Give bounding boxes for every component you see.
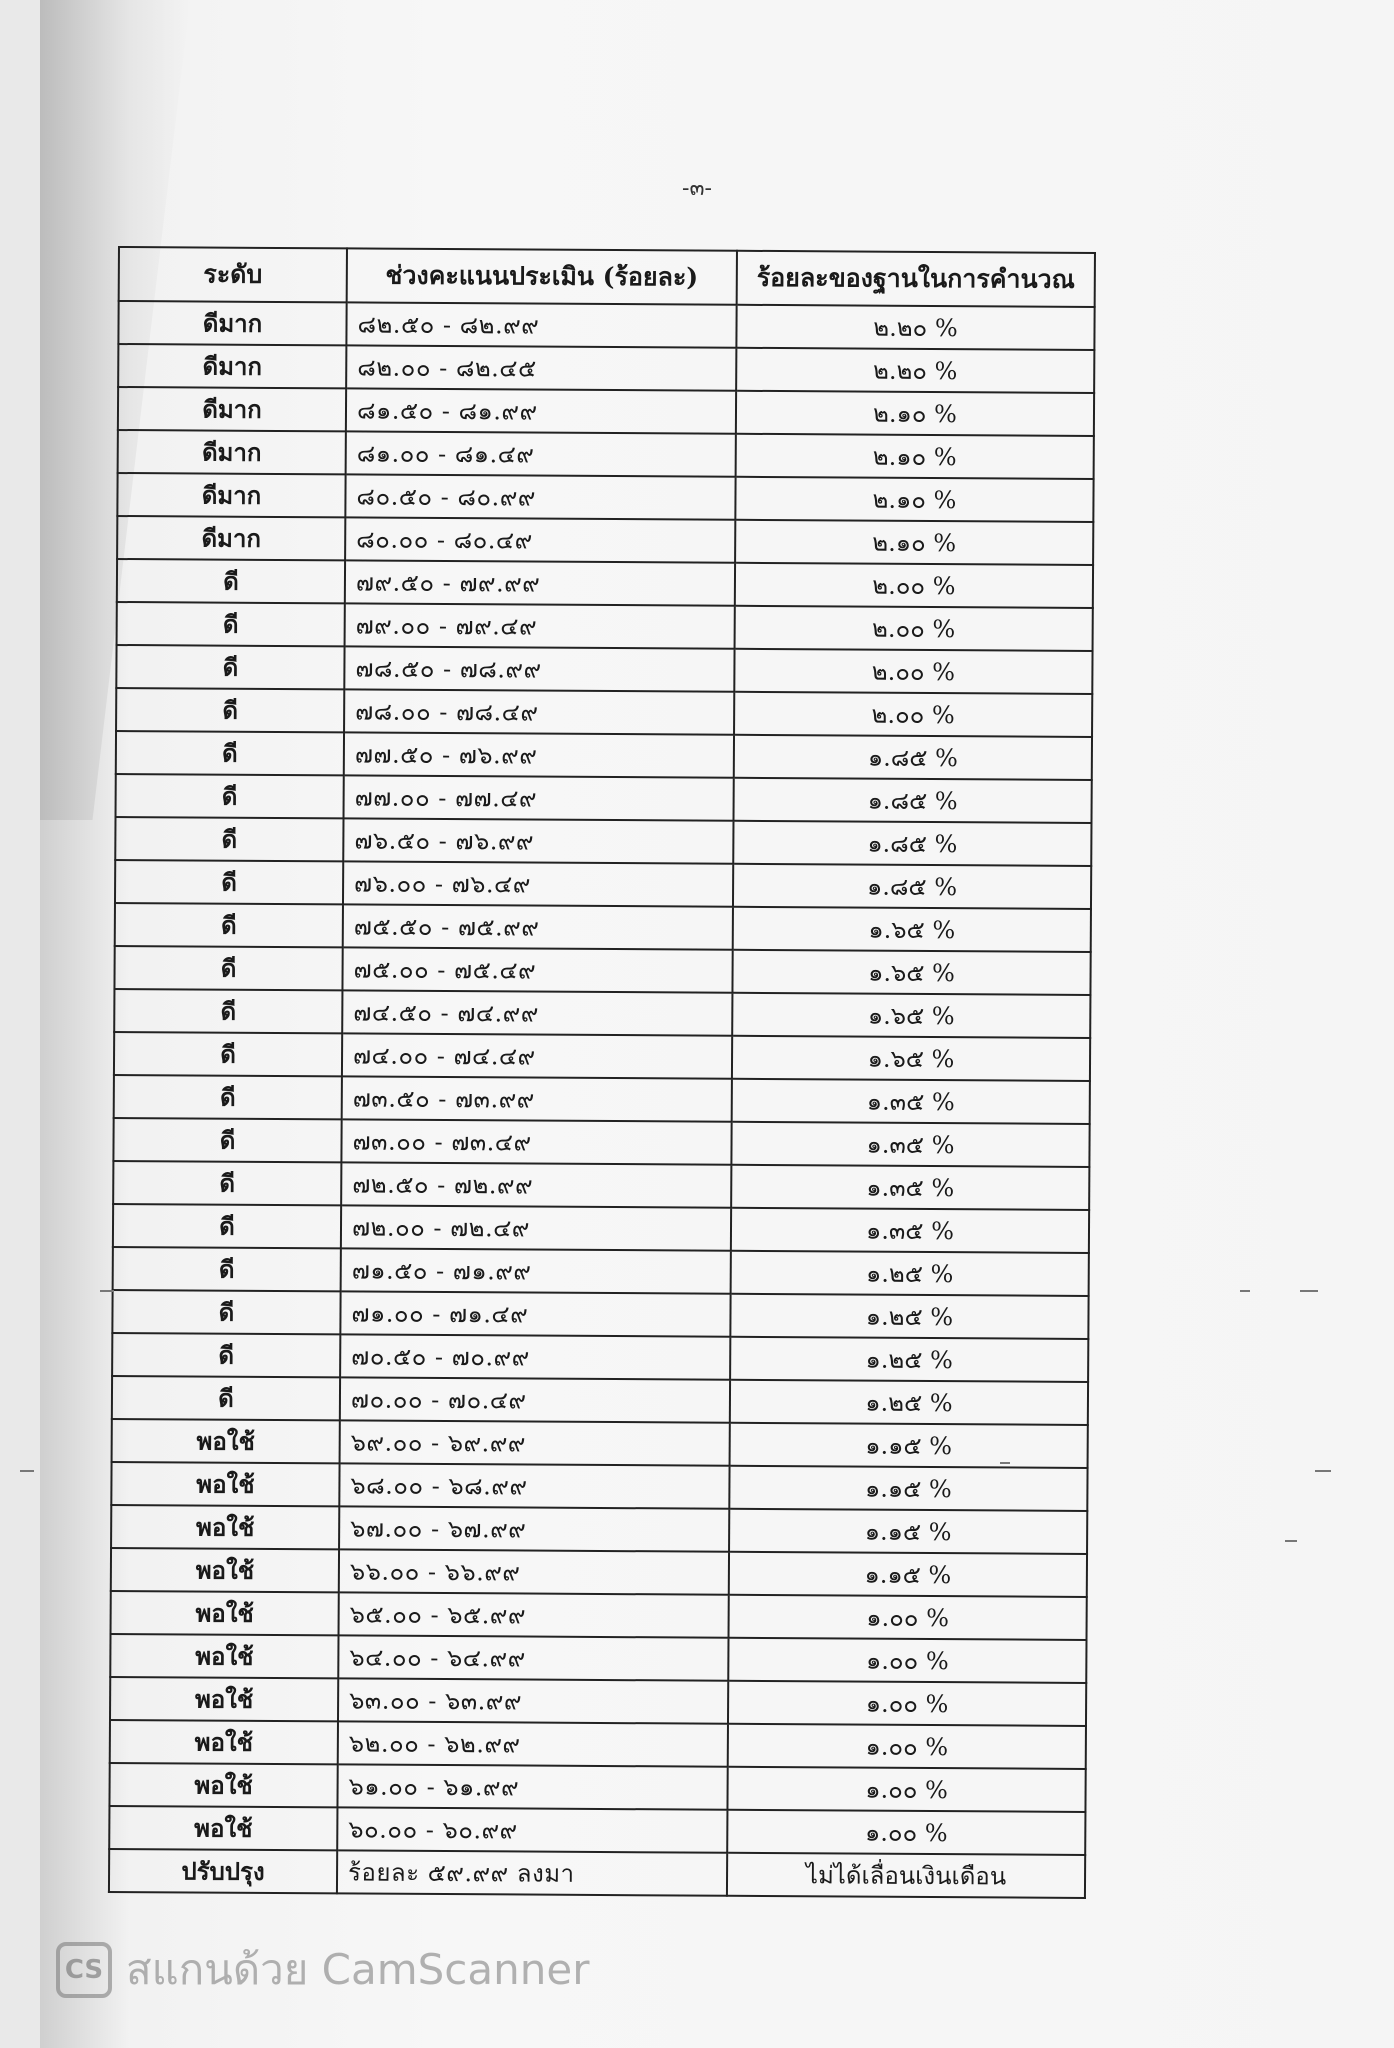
table-row	[116, 688, 1092, 737]
cell-base-percentage: ๑.๐๐ %	[727, 1810, 1085, 1855]
cell-score-range: ๖๗.๐๐ - ๖๗.๙๙	[339, 1506, 729, 1551]
cell-base-percentage: ๒.๐๐ %	[734, 649, 1092, 694]
cell-score-range: ๖๑.๐๐ - ๖๑.๙๙	[337, 1764, 727, 1809]
table-row	[112, 1419, 1088, 1468]
table-row	[110, 1677, 1086, 1726]
cell-score-range: ๖๐.๐๐ - ๖๐.๙๙	[337, 1807, 727, 1852]
table-row	[114, 989, 1090, 1038]
cell-score-range: ๗๘.๐๐ - ๗๘.๔๙	[344, 689, 734, 734]
table-row	[112, 1376, 1088, 1425]
cell-score-range: ๗๒.๐๐ - ๗๒.๔๙	[341, 1205, 731, 1250]
cell-score-range: ๗๕.๕๐ - ๗๕.๙๙	[343, 904, 733, 949]
cell-level: ดี	[113, 1204, 341, 1248]
cell-level: ดีมาก	[118, 344, 346, 388]
cell-score-range: ๖๒.๐๐ - ๖๒.๙๙	[338, 1721, 728, 1766]
cell-level: ดีมาก	[118, 301, 346, 345]
cell-level: ดี	[114, 1032, 342, 1076]
cell-base-percentage: ๑.๐๐ %	[727, 1767, 1085, 1812]
cell-base-percentage: ๑.๘๕ %	[733, 864, 1091, 909]
table-row	[114, 1075, 1090, 1124]
table-row	[113, 1118, 1089, 1167]
cell-score-range: ๗๓.๕๐ - ๗๓.๙๙	[342, 1076, 732, 1121]
table-row	[115, 903, 1091, 952]
cell-level: ดี	[112, 1333, 340, 1377]
table-row	[117, 602, 1093, 651]
cell-level: พอใช้	[111, 1591, 339, 1635]
cell-base-percentage: ๒.๐๐ %	[735, 606, 1093, 651]
cell-score-range: ๘๐.๐๐ - ๘๐.๔๙	[345, 517, 735, 562]
cell-base-percentage: ๒.๑๐ %	[736, 434, 1094, 479]
table-row	[117, 516, 1093, 565]
cell-score-range: ๖๔.๐๐ - ๖๔.๙๙	[338, 1635, 728, 1680]
cell-score-range: ๘๒.๐๐ - ๘๒.๔๕	[346, 345, 736, 390]
cell-level: ดี	[112, 1290, 340, 1334]
table-row	[118, 387, 1094, 436]
cell-level: ดี	[113, 1118, 341, 1162]
cell-base-percentage: ๒.๐๐ %	[734, 692, 1092, 737]
cell-level: ดี	[115, 817, 343, 861]
cell-base-percentage: ๒.๐๐ %	[735, 563, 1093, 608]
table-row	[109, 1849, 1085, 1898]
cell-level: ดี	[115, 903, 343, 947]
cell-base-percentage: ๑.๐๐ %	[728, 1724, 1086, 1769]
cell-score-range: ๗๖.๐๐ - ๗๖.๔๙	[343, 861, 733, 906]
table-row	[114, 1032, 1090, 1081]
camscanner-logo-icon: CS	[56, 1942, 112, 1998]
table-row	[109, 1806, 1085, 1855]
table-row	[112, 1290, 1088, 1339]
cell-score-range: ๗๑.๐๐ - ๗๑.๔๙	[340, 1291, 730, 1336]
cell-level: พอใช้	[111, 1548, 339, 1592]
cell-level: ดี	[113, 1247, 341, 1291]
cell-level: ดี	[117, 602, 345, 646]
cell-score-range: ๗๒.๕๐ - ๗๒.๙๙	[341, 1162, 731, 1207]
cell-base-percentage: ๑.๒๕ %	[730, 1337, 1088, 1382]
cell-score-range: ๗๔.๐๐ - ๗๔.๔๙	[342, 1033, 732, 1078]
table-row	[114, 946, 1090, 995]
cell-base-percentage: ๒.๒๐ %	[736, 305, 1094, 350]
cell-score-range: ๗๐.๐๐ - ๗๐.๔๙	[340, 1377, 730, 1422]
cell-base-percentage: ๑.๐๐ %	[729, 1595, 1087, 1640]
cell-base-percentage: ๑.๓๕ %	[731, 1208, 1089, 1253]
cell-base-percentage: ๑.๑๕ %	[729, 1509, 1087, 1554]
table-row	[116, 774, 1092, 823]
table-row	[113, 1161, 1089, 1210]
table-row	[113, 1204, 1089, 1253]
table-row	[118, 344, 1094, 393]
cell-base-percentage: ๑.๐๐ %	[728, 1638, 1086, 1683]
cell-level: ปรับปรุง	[109, 1849, 337, 1893]
cell-base-percentage: ๑.๘๕ %	[733, 821, 1091, 866]
cell-score-range: ร้อยละ ๕๙.๙๙ ลงมา	[337, 1850, 727, 1895]
cell-base-percentage: ๑.๘๕ %	[734, 735, 1092, 780]
cell-base-percentage: ๑.๒๕ %	[730, 1294, 1088, 1339]
cell-score-range: ๗๔.๕๐ - ๗๔.๙๙	[342, 990, 732, 1035]
cell-level: พอใช้	[109, 1806, 337, 1850]
table-row	[109, 1763, 1085, 1812]
cell-base-percentage: ๑.๒๕ %	[730, 1380, 1088, 1425]
table-row	[115, 817, 1091, 866]
cell-level: ดี	[114, 946, 342, 990]
cell-base-percentage: ๑.๖๕ %	[732, 1036, 1090, 1081]
cell-score-range: ๗๖.๕๐ - ๗๖.๙๙	[343, 818, 733, 863]
cell-base-percentage: ๑.๑๕ %	[730, 1423, 1088, 1468]
cell-level: ดี	[115, 860, 343, 904]
cell-base-percentage: ๑.๒๕ %	[731, 1251, 1089, 1296]
cell-base-percentage: ๑.๓๕ %	[731, 1122, 1089, 1167]
cell-level: ดี	[116, 731, 344, 775]
cell-score-range: ๘๒.๕๐ - ๘๒.๙๙	[346, 302, 736, 347]
cell-level: ดี	[114, 989, 342, 1033]
cell-level: พอใช้	[111, 1462, 339, 1506]
cell-base-percentage: ๑.๑๕ %	[729, 1466, 1087, 1511]
watermark-text: สแกนด้วย CamScanner	[126, 1945, 590, 1994]
cell-level: ดีมาก	[118, 387, 346, 431]
cell-level: ดี	[117, 559, 345, 603]
cell-score-range: ๘๑.๐๐ - ๘๑.๔๙	[346, 431, 736, 476]
cell-level: ดี	[116, 774, 344, 818]
cell-level: พอใช้	[109, 1763, 337, 1807]
cell-level: ดีมาก	[118, 430, 346, 474]
header-score-range: ช่วงคะแนนประเมิน (ร้อยละ)	[347, 248, 737, 304]
cell-score-range: ๗๐.๕๐ - ๗๐.๙๙	[340, 1334, 730, 1379]
page-number: -๓-	[682, 176, 712, 201]
salary-rate-table	[108, 246, 1096, 1899]
cell-score-range: ๗๗.๕๐ - ๗๖.๙๙	[344, 732, 734, 777]
cell-base-percentage: ๑.๖๕ %	[733, 907, 1091, 952]
cell-score-range: ๗๙.๕๐ - ๗๙.๙๙	[345, 560, 735, 605]
cell-base-percentage: ๒.๑๐ %	[735, 477, 1093, 522]
cell-level: พอใช้	[112, 1419, 340, 1463]
table-row	[116, 731, 1092, 780]
table-row	[117, 559, 1093, 608]
cell-score-range: ๘๐.๕๐ - ๘๐.๙๙	[345, 474, 735, 519]
cell-score-range: ๗๓.๐๐ - ๗๓.๔๙	[341, 1119, 731, 1164]
cell-base-percentage: ๑.๓๕ %	[732, 1079, 1090, 1124]
table-row	[111, 1548, 1087, 1597]
table-row	[118, 430, 1094, 479]
cell-level: พอใช้	[110, 1634, 338, 1678]
header-level: ระดับ	[119, 247, 347, 302]
cell-base-percentage: ๒.๑๐ %	[736, 391, 1094, 436]
cell-score-range: ๖๘.๐๐ - ๖๘.๙๙	[339, 1463, 729, 1508]
cell-score-range: ๗๑.๕๐ - ๗๑.๙๙	[341, 1248, 731, 1293]
table-row	[115, 860, 1091, 909]
cell-score-range: ๖๓.๐๐ - ๖๓.๙๙	[338, 1678, 728, 1723]
cell-level: พอใช้	[110, 1677, 338, 1721]
table-row	[111, 1462, 1087, 1511]
table-row	[112, 1333, 1088, 1382]
table-row	[110, 1720, 1086, 1769]
cell-score-range: ๖๙.๐๐ - ๖๙.๙๙	[340, 1420, 730, 1465]
cell-score-range: ๗๗.๐๐ - ๗๗.๔๙	[344, 775, 734, 820]
cell-score-range: ๖๕.๐๐ - ๖๕.๙๙	[339, 1592, 729, 1637]
cell-level: ดี	[113, 1161, 341, 1205]
table-row	[113, 1247, 1089, 1296]
cell-base-percentage: ๑.๖๕ %	[732, 993, 1090, 1038]
header-base-percentage: ร้อยละของฐานในการคำนวณ	[737, 251, 1095, 307]
cell-base-percentage: ๑.๖๕ %	[732, 950, 1090, 995]
cell-score-range: ๗๙.๐๐ - ๗๙.๔๙	[345, 603, 735, 648]
cell-base-percentage: ๑.๑๕ %	[729, 1552, 1087, 1597]
table-row	[117, 473, 1093, 522]
cell-score-range: ๗๕.๐๐ - ๗๕.๔๙	[342, 947, 732, 992]
cell-level: ดี	[116, 645, 344, 689]
cell-base-percentage: ๒.๑๐ %	[735, 520, 1093, 565]
table-row	[110, 1634, 1086, 1683]
cell-level: พอใช้	[111, 1505, 339, 1549]
cell-score-range: ๖๖.๐๐ - ๖๖.๙๙	[339, 1549, 729, 1594]
table-row	[118, 301, 1094, 350]
cell-level: ดี	[112, 1376, 340, 1420]
table-header-row	[119, 247, 1095, 307]
cell-base-percentage: ๑.๐๐ %	[728, 1681, 1086, 1726]
cell-score-range: ๗๘.๕๐ - ๗๘.๙๙	[344, 646, 734, 691]
table-row	[116, 645, 1092, 694]
table-row	[111, 1505, 1087, 1554]
cell-base-percentage: ๑.๓๕ %	[731, 1165, 1089, 1210]
cell-score-range: ๘๑.๕๐ - ๘๑.๙๙	[346, 388, 736, 433]
cell-base-percentage: ๒.๒๐ %	[736, 348, 1094, 393]
cell-level: พอใช้	[110, 1720, 338, 1764]
cell-level: ดีมาก	[117, 516, 345, 560]
cell-level: ดี	[116, 688, 344, 732]
cell-base-percentage: ไม่ได้เลื่อนเงินเดือน	[727, 1853, 1085, 1898]
cell-base-percentage: ๑.๘๕ %	[734, 778, 1092, 823]
camscanner-watermark	[56, 1940, 589, 2000]
cell-level: ดีมาก	[117, 473, 345, 517]
cell-level: ดี	[114, 1075, 342, 1119]
table-row	[111, 1591, 1087, 1640]
